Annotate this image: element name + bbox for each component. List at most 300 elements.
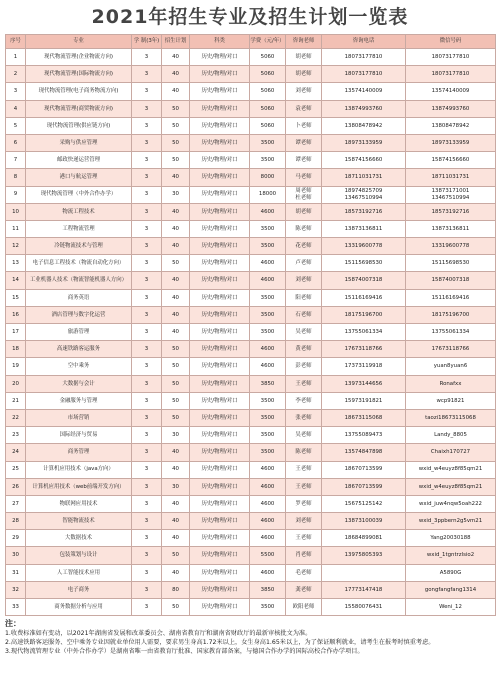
cell-tuition: 4600 — [250, 478, 286, 495]
cell-duration: 3 — [132, 49, 162, 66]
cell-teacher: 王老师 — [286, 375, 322, 392]
cell-index: 11 — [6, 220, 26, 237]
table-row — [6, 530, 496, 547]
cell-plan: 40 — [162, 324, 190, 341]
cell-tuition: 3850 — [250, 581, 286, 598]
cell-phone: 13873136811 — [322, 220, 406, 237]
cell-phone: 17773147418 — [322, 581, 406, 598]
cell-category: 历史/物理/对口 — [190, 83, 250, 100]
cell-duration: 3 — [132, 427, 162, 444]
table-row — [6, 66, 496, 83]
cell-teacher: 王老师 — [286, 461, 322, 478]
cell-teacher: 彭老师 — [286, 358, 322, 375]
cell-duration: 3 — [132, 66, 162, 83]
cell-teacher: 陈老师 — [286, 220, 322, 237]
table-row — [6, 375, 496, 392]
cell-wechat: 15874007318 — [406, 272, 496, 289]
cell-category: 历史/物理/对口 — [190, 255, 250, 272]
cell-index: 4 — [6, 100, 26, 117]
cell-index: 18 — [6, 341, 26, 358]
cell-teacher: 王老师 — [286, 530, 322, 547]
cell-category: 历史/物理/对口 — [190, 547, 250, 564]
cell-tuition: 3500 — [250, 409, 286, 426]
cell-teacher: 周老师 杜老师 — [286, 186, 322, 203]
cell-wechat: 13808478942 — [406, 117, 496, 134]
cell-duration: 3 — [132, 186, 162, 203]
cell-index: 15 — [6, 289, 26, 306]
cell-wechat: 15115698530 — [406, 255, 496, 272]
cell-index: 5 — [6, 117, 26, 134]
cell-wechat: taozi18673115068 — [406, 409, 496, 426]
cell-teacher: 吴老师 — [286, 324, 322, 341]
cell-duration: 3 — [132, 117, 162, 134]
col-header-major: 专业 — [26, 35, 132, 49]
cell-major: 现代物流管理(电子商务物流方向) — [26, 83, 132, 100]
cell-category: 历史/物理/对口 — [190, 409, 250, 426]
cell-tuition: 4600 — [250, 272, 286, 289]
table-row — [6, 134, 496, 151]
cell-duration: 3 — [132, 289, 162, 306]
cell-category: 历史/物理/对口 — [190, 599, 250, 616]
cell-phone: 13319600778 — [322, 238, 406, 255]
cell-category: 历史/物理/对口 — [190, 117, 250, 134]
cell-wechat: Ronafxx — [406, 375, 496, 392]
cell-duration: 3 — [132, 238, 162, 255]
cell-phone: 18573192716 — [322, 203, 406, 220]
cell-duration: 3 — [132, 530, 162, 547]
cell-tuition: 4600 — [250, 255, 286, 272]
cell-tuition: 4600 — [250, 358, 286, 375]
cell-teacher: 石老师 — [286, 306, 322, 323]
table-row — [6, 547, 496, 564]
cell-teacher: 卢老师 — [286, 255, 322, 272]
table-row — [6, 409, 496, 426]
cell-major: 现代物流管理(供应链方向) — [26, 117, 132, 134]
col-header-duration: 学 制(3年) — [132, 35, 162, 49]
cell-tuition: 3500 — [250, 220, 286, 237]
cell-major: 包装策划与设计 — [26, 547, 132, 564]
col-header-tuition: 学费（元/年） — [250, 35, 286, 49]
cell-tuition: 3500 — [250, 392, 286, 409]
cell-major: 计算机应用技术（web前端开发方向） — [26, 478, 132, 495]
cell-phone: 15874156660 — [322, 152, 406, 169]
cell-plan: 30 — [162, 478, 190, 495]
cell-wechat: yuan8yuan6 — [406, 358, 496, 375]
cell-phone: 15874007318 — [322, 272, 406, 289]
cell-category: 历史/物理/对口 — [190, 375, 250, 392]
cell-plan: 50 — [162, 547, 190, 564]
cell-index: 24 — [6, 444, 26, 461]
table-row — [6, 599, 496, 616]
note-line: 2.高速铁路客运服务、空中乘务专业因就业单位用人需要，要求男生身高1.72米以上，女生身高1.65米以上，为了保证顺利就业，请考生在报考时慎重考虑。 — [5, 639, 435, 647]
cell-tuition: 3500 — [250, 427, 286, 444]
cell-wechat: 13574140009 — [406, 83, 496, 100]
cell-duration: 3 — [132, 444, 162, 461]
cell-duration: 3 — [132, 255, 162, 272]
table-row — [6, 461, 496, 478]
cell-wechat: wxid_3ppbern2g5vm21 — [406, 513, 496, 530]
cell-duration: 3 — [132, 392, 162, 409]
cell-phone: 17373119918 — [322, 358, 406, 375]
cell-category: 历史/物理/对口 — [190, 220, 250, 237]
cell-duration: 3 — [132, 478, 162, 495]
cell-teacher: 胡老师 — [286, 66, 322, 83]
cell-plan: 40 — [162, 272, 190, 289]
cell-phone: 18175196700 — [322, 306, 406, 323]
table-row — [6, 117, 496, 134]
cell-index: 31 — [6, 564, 26, 581]
note-line: 3.现代物流管理专业（中外合作办学）是湖南省唯一由省教育厅批准、国家教育部备案，与德国合作办学的国际高校合作办学项目。 — [5, 648, 364, 656]
cell-duration: 3 — [132, 547, 162, 564]
cell-index: 26 — [6, 478, 26, 495]
cell-teacher: 张老师 — [286, 409, 322, 426]
table-row — [6, 272, 496, 289]
table-row — [6, 49, 496, 66]
cell-category: 历史/物理/对口 — [190, 100, 250, 117]
cell-wechat: 13755061334 — [406, 324, 496, 341]
cell-tuition: 5060 — [250, 49, 286, 66]
cell-plan: 50 — [162, 375, 190, 392]
notes-section — [5, 618, 500, 656]
cell-tuition: 5060 — [250, 66, 286, 83]
cell-major: 国际经济与贸易 — [26, 427, 132, 444]
cell-plan: 40 — [162, 49, 190, 66]
cell-wechat: 15116169416 — [406, 289, 496, 306]
cell-duration: 3 — [132, 324, 162, 341]
cell-phone: 18684899081 — [322, 530, 406, 547]
cell-wechat: wxid_1tgntrzlsio2 — [406, 547, 496, 564]
cell-duration: 3 — [132, 513, 162, 530]
cell-teacher: 王老师 — [286, 478, 322, 495]
cell-major: 港口与航运管理 — [26, 169, 132, 186]
cell-index: 28 — [6, 513, 26, 530]
table-row — [6, 203, 496, 220]
cell-phone: 13873100039 — [322, 513, 406, 530]
cell-wechat: Chaixh170727 — [406, 444, 496, 461]
cell-index: 33 — [6, 599, 26, 616]
cell-major: 商务数据分析与应用 — [26, 599, 132, 616]
cell-plan: 40 — [162, 66, 190, 83]
cell-wechat: 13873171001 13467510994 — [406, 186, 496, 203]
cell-phone: 13574140009 — [322, 83, 406, 100]
cell-index: 9 — [6, 186, 26, 203]
table-row — [6, 152, 496, 169]
cell-teacher: 李老师 — [286, 392, 322, 409]
cell-wechat: wxid_juw4nqw5oah222 — [406, 495, 496, 512]
table-row — [6, 581, 496, 598]
table-row — [6, 444, 496, 461]
table-row — [6, 358, 496, 375]
cell-category: 历史/物理/对口 — [190, 392, 250, 409]
cell-index: 30 — [6, 547, 26, 564]
cell-plan: 40 — [162, 461, 190, 478]
cell-wechat: 13319600778 — [406, 238, 496, 255]
cell-teacher: 花老师 — [286, 238, 322, 255]
table-row — [6, 324, 496, 341]
cell-teacher: 龚老师 — [286, 581, 322, 598]
cell-phone: 13808478942 — [322, 117, 406, 134]
cell-major: 高速铁路客运服务 — [26, 341, 132, 358]
cell-wechat: Landy_8805 — [406, 427, 496, 444]
table-row — [6, 169, 496, 186]
table-row — [6, 564, 496, 581]
cell-plan: 50 — [162, 134, 190, 151]
cell-wechat: 18073177810 — [406, 66, 496, 83]
cell-duration: 3 — [132, 152, 162, 169]
table-row — [6, 220, 496, 237]
col-header-category: 科类 — [190, 35, 250, 49]
cell-category: 历史/物理/对口 — [190, 427, 250, 444]
cell-plan: 50 — [162, 341, 190, 358]
cell-phone: 13973144656 — [322, 375, 406, 392]
cell-major: 邮政快递运营管理 — [26, 152, 132, 169]
cell-duration: 3 — [132, 581, 162, 598]
cell-category: 历史/物理/对口 — [190, 358, 250, 375]
cell-tuition: 4600 — [250, 564, 286, 581]
cell-duration: 3 — [132, 83, 162, 100]
cell-category: 历史/物理/对口 — [190, 169, 250, 186]
cell-category: 历史/物理/对口 — [190, 49, 250, 66]
table-row — [6, 513, 496, 530]
cell-major: 智能物流技术 — [26, 513, 132, 530]
cell-teacher: 肖老师 — [286, 547, 322, 564]
table-row — [6, 478, 496, 495]
cell-major: 空中乘务 — [26, 358, 132, 375]
table-row — [6, 306, 496, 323]
cell-index: 8 — [6, 169, 26, 186]
cell-tuition: 3850 — [250, 375, 286, 392]
cell-category: 历史/物理/对口 — [190, 495, 250, 512]
cell-phone: 15675125142 — [322, 495, 406, 512]
cell-plan: 30 — [162, 186, 190, 203]
cell-category: 历史/物理/对口 — [190, 152, 250, 169]
cell-plan: 40 — [162, 238, 190, 255]
cell-index: 12 — [6, 238, 26, 255]
cell-major: 电子商务 — [26, 581, 132, 598]
col-header-index: 序号 — [6, 35, 26, 49]
cell-teacher: 刘老师 — [286, 272, 322, 289]
cell-tuition: 3500 — [250, 306, 286, 323]
cell-index: 3 — [6, 83, 26, 100]
enrollment-table — [5, 34, 496, 616]
cell-plan: 40 — [162, 306, 190, 323]
cell-category: 历史/物理/对口 — [190, 66, 250, 83]
cell-major: 旅游管理 — [26, 324, 132, 341]
table-row — [6, 289, 496, 306]
cell-tuition: 5060 — [250, 83, 286, 100]
cell-major: 电子信息工程技术（物流自动化方向） — [26, 255, 132, 272]
cell-major: 采购与供应管理 — [26, 134, 132, 151]
cell-index: 10 — [6, 203, 26, 220]
cell-major: 市场营销 — [26, 409, 132, 426]
cell-teacher: 胡老师 — [286, 203, 322, 220]
cell-teacher: 谭老师 — [286, 152, 322, 169]
cell-wechat: 15874156660 — [406, 152, 496, 169]
cell-major: 冷链物流技术与管理 — [26, 238, 132, 255]
cell-category: 历史/物理/对口 — [190, 272, 250, 289]
cell-plan: 40 — [162, 530, 190, 547]
cell-phone: 15580076431 — [322, 599, 406, 616]
cell-wechat: A5890G — [406, 564, 496, 581]
table-row — [6, 83, 496, 100]
cell-index: 20 — [6, 375, 26, 392]
cell-index: 17 — [6, 324, 26, 341]
cell-tuition: 3500 — [250, 289, 286, 306]
cell-duration: 3 — [132, 461, 162, 478]
cell-phone: 18711031731 — [322, 169, 406, 186]
cell-duration: 3 — [132, 495, 162, 512]
table-row — [6, 392, 496, 409]
cell-tuition: 4600 — [250, 513, 286, 530]
cell-duration: 3 — [132, 306, 162, 323]
cell-tuition: 3500 — [250, 599, 286, 616]
cell-duration: 3 — [132, 134, 162, 151]
cell-duration: 3 — [132, 599, 162, 616]
cell-major: 商务管理 — [26, 444, 132, 461]
cell-tuition: 18000 — [250, 186, 286, 203]
col-header-plan: 招生计划 — [162, 35, 190, 49]
note-line: 1.收费标准如有变动，以2021年湖南省发展和改革委员会、湖南省教育厅和湖南省财政厅的最新审核批文为准。 — [5, 630, 312, 638]
cell-plan: 40 — [162, 444, 190, 461]
cell-plan: 50 — [162, 409, 190, 426]
cell-plan: 40 — [162, 289, 190, 306]
cell-category: 历史/物理/对口 — [190, 324, 250, 341]
cell-wechat: 18175196700 — [406, 306, 496, 323]
cell-plan: 40 — [162, 564, 190, 581]
cell-teacher: 谭老师 — [286, 134, 322, 151]
cell-plan: 50 — [162, 100, 190, 117]
table-row — [6, 238, 496, 255]
cell-index: 6 — [6, 134, 26, 151]
cell-teacher: 袁老师 — [286, 100, 322, 117]
cell-plan: 50 — [162, 152, 190, 169]
cell-major: 工业机器人技术（物流智能机器人方向） — [26, 272, 132, 289]
cell-wechat: 18073177810 — [406, 49, 496, 66]
cell-major: 商务英语 — [26, 289, 132, 306]
cell-tuition: 3500 — [250, 152, 286, 169]
cell-index: 16 — [6, 306, 26, 323]
cell-major: 现代物流管理(企业物流方向) — [26, 49, 132, 66]
cell-duration: 3 — [132, 169, 162, 186]
cell-teacher: 刘老师 — [286, 83, 322, 100]
cell-category: 历史/物理/对口 — [190, 564, 250, 581]
cell-tuition: 4600 — [250, 530, 286, 547]
cell-category: 历史/物理/对口 — [190, 461, 250, 478]
cell-index: 7 — [6, 152, 26, 169]
cell-phone: 18073177810 — [322, 49, 406, 66]
cell-phone: 13755061334 — [322, 324, 406, 341]
cell-tuition: 4600 — [250, 461, 286, 478]
cell-major: 现代物流管理（中外合作办学） — [26, 186, 132, 203]
cell-index: 13 — [6, 255, 26, 272]
cell-plan: 40 — [162, 83, 190, 100]
cell-wechat: 13873136811 — [406, 220, 496, 237]
cell-duration: 3 — [132, 564, 162, 581]
cell-phone: 18974825709 13467510994 — [322, 186, 406, 203]
cell-index: 29 — [6, 530, 26, 547]
cell-phone: 17673118766 — [322, 341, 406, 358]
cell-phone: 18670713599 — [322, 461, 406, 478]
cell-wechat: gongfangfang1314 — [406, 581, 496, 598]
cell-phone: 13975805393 — [322, 547, 406, 564]
cell-category: 历史/物理/对口 — [190, 478, 250, 495]
cell-category: 历史/物理/对口 — [190, 203, 250, 220]
cell-category: 历史/物理/对口 — [190, 238, 250, 255]
cell-teacher: 欧阳老师 — [286, 599, 322, 616]
cell-tuition: 4600 — [250, 495, 286, 512]
cell-major: 工程物流管理 — [26, 220, 132, 237]
cell-category: 历史/物理/对口 — [190, 581, 250, 598]
cell-teacher: 胡老师 — [286, 49, 322, 66]
cell-teacher: 卜老师 — [286, 117, 322, 134]
cell-teacher: 黄老师 — [286, 341, 322, 358]
col-header-wechat: 微信号码 — [406, 35, 496, 49]
cell-index: 23 — [6, 427, 26, 444]
cell-wechat: 13874993760 — [406, 100, 496, 117]
cell-plan: 40 — [162, 220, 190, 237]
cell-category: 历史/物理/对口 — [190, 444, 250, 461]
cell-wechat: Weni_12 — [406, 599, 496, 616]
cell-plan: 80 — [162, 581, 190, 598]
cell-index: 32 — [6, 581, 26, 598]
cell-major: 现代物流管理(商贸物流方向) — [26, 100, 132, 117]
cell-plan: 50 — [162, 599, 190, 616]
cell-duration: 3 — [132, 100, 162, 117]
cell-wechat: wxid_w4euyz8f85qm21 — [406, 461, 496, 478]
cell-tuition: 3500 — [250, 324, 286, 341]
table-row — [6, 255, 496, 272]
cell-wechat: wcp91821 — [406, 392, 496, 409]
cell-phone: 15115698530 — [322, 255, 406, 272]
cell-teacher: 陈老师 — [286, 444, 322, 461]
cell-tuition: 4600 — [250, 341, 286, 358]
cell-tuition: 3500 — [250, 134, 286, 151]
cell-index: 27 — [6, 495, 26, 512]
cell-category: 历史/物理/对口 — [190, 134, 250, 151]
cell-category: 历史/物理/对口 — [190, 306, 250, 323]
cell-plan: 40 — [162, 203, 190, 220]
cell-category: 历史/物理/对口 — [190, 513, 250, 530]
cell-category: 历史/物理/对口 — [190, 186, 250, 203]
cell-phone: 18973133959 — [322, 134, 406, 151]
cell-phone: 13574847898 — [322, 444, 406, 461]
cell-phone: 18673115068 — [322, 409, 406, 426]
table-row — [6, 186, 496, 203]
cell-tuition: 5060 — [250, 100, 286, 117]
cell-index: 2 — [6, 66, 26, 83]
cell-plan: 30 — [162, 427, 190, 444]
cell-plan: 50 — [162, 117, 190, 134]
cell-category: 历史/物理/对口 — [190, 289, 250, 306]
cell-index: 14 — [6, 272, 26, 289]
cell-duration: 3 — [132, 358, 162, 375]
col-header-teacher: 咨询老师 — [286, 35, 322, 49]
cell-duration: 3 — [132, 272, 162, 289]
cell-plan: 50 — [162, 358, 190, 375]
cell-teacher: 马老师 — [286, 169, 322, 186]
cell-plan: 40 — [162, 513, 190, 530]
cell-tuition: 3500 — [250, 238, 286, 255]
cell-major: 物流工程技术 — [26, 203, 132, 220]
cell-duration: 3 — [132, 203, 162, 220]
cell-plan: 40 — [162, 169, 190, 186]
notes-title: 注： — [5, 619, 21, 629]
cell-phone: 13874993760 — [322, 100, 406, 117]
table-row — [6, 100, 496, 117]
cell-major: 物联网应用技术 — [26, 495, 132, 512]
cell-major: 酒店管理与数字化运营 — [26, 306, 132, 323]
cell-wechat: 18573192716 — [406, 203, 496, 220]
